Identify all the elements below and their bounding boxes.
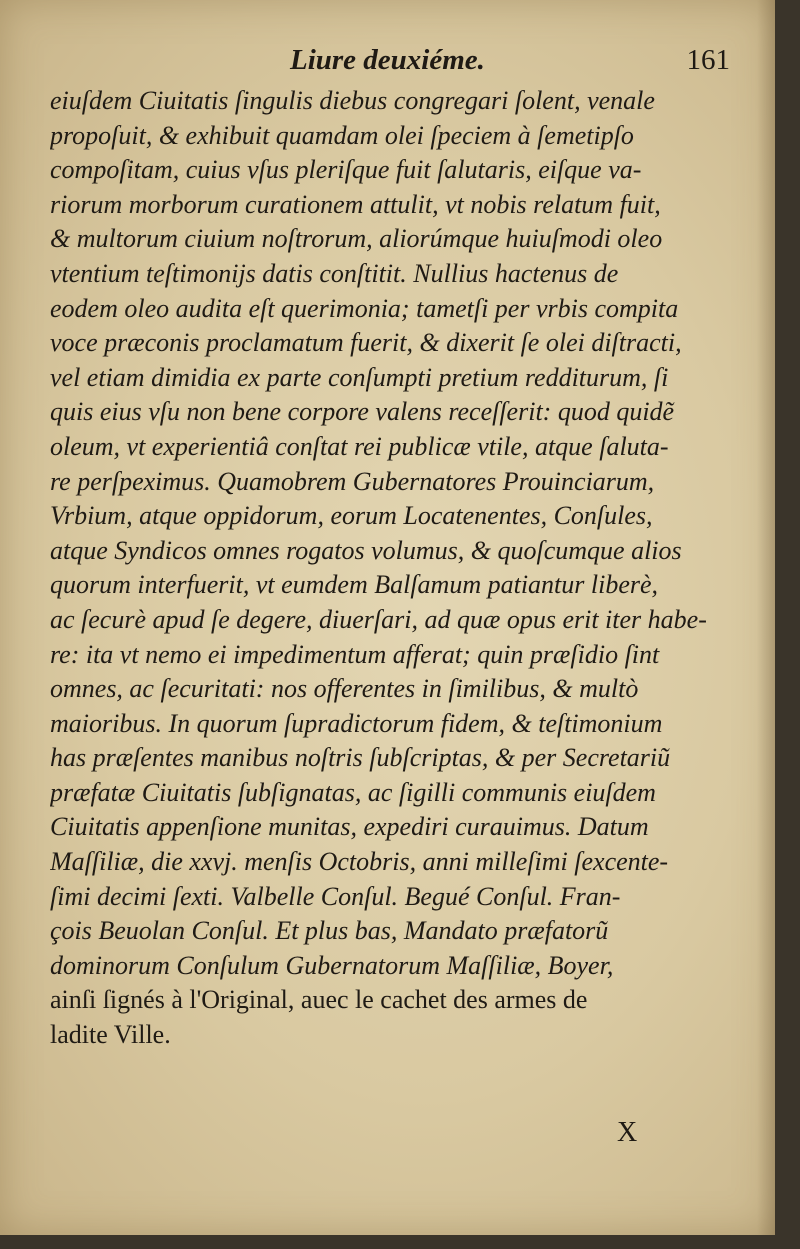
text-line: has præſentes manibus noſtris ſubſcriptas, & per Secretariũ <box>50 743 671 773</box>
running-head <box>60 44 730 84</box>
page-number: 161 <box>686 44 730 76</box>
text-line: Ciuitatis appenſione munitas, expediri curauimus. Datum <box>50 812 649 842</box>
text-line: eiuſdem Ciuitatis ſingulis diebus congregari ſolent, venale <box>50 86 655 115</box>
text-line: eodem oleo audita eſt querimonia; tametſi per vrbis compita <box>50 293 679 323</box>
text-line: ac ſecurè apud ſe degere, diuerſari, ad quæ opus erit iter habe- <box>50 604 707 634</box>
text-line: voce præconis proclamatum fuerit, & dixerit ſe olei diſtracti, <box>50 328 682 358</box>
text-line: ainſi ſignés à l'Original, auec le cachet des armes de <box>50 985 588 1015</box>
text-line: maioribus. In quorum ſupradictorum fidem, & teſtimonium <box>50 708 663 738</box>
text-line: Vrbium, atque oppidorum, eorum Locatenentes, Conſules, <box>50 501 653 531</box>
text-line: çois Beuolan Conſul. Et plus bas, Mandato præfatorũ <box>50 916 609 946</box>
text-line: & multorum ciuium noſtrorum, aliorúmque huiuſmodi oleo <box>50 224 663 254</box>
body-text <box>50 84 730 1053</box>
text-line: dominorum Conſulum Gubernatorum Maſſiliæ, Boyer, <box>50 950 614 980</box>
text-line: quorum interfuerit, vt eumdem Balſamum patiantur liberè, <box>50 570 659 600</box>
text-line: atque Syndicos omnes rogatos volumus, & quoſcumque alios <box>50 535 682 565</box>
text-line: riorum morborum curationem attulit, vt nobis relatum fuit, <box>50 189 661 219</box>
text-line: vel etiam dimidia ex parte conſumpti pretium redditurum, ſi <box>50 362 669 392</box>
text-line: quis eius vſu non bene corpore valens receſſerit: quod quidẽ <box>50 397 675 427</box>
text-line: ladite Ville. <box>50 1020 171 1050</box>
text-line: oleum, vt experientiâ conſtat rei publicæ vtile, atque ſaluta- <box>50 431 669 461</box>
text-line: ſimi decimi ſexti. Valbelle Conſul. Begué Conſul. Fran- <box>50 881 621 911</box>
text-line: vtentium teſtimonijs datis conſtitit. Nullius hactenus de <box>50 258 619 288</box>
text-line: omnes, ac ſecuritati: nos offerentes in ſimilibus, & multò <box>50 674 639 704</box>
text-line: Maſſiliæ, die xxvj. menſis Octobris, anni milleſimi ſexcente- <box>50 847 669 877</box>
signature-mark: X <box>617 1117 638 1148</box>
text-line: compoſitam, cuius vſus pleriſque fuit ſalutaris, eiſque va- <box>50 155 642 185</box>
text-line: re: ita vt nemo ei impedimentum afferat; quin præſidio ſint <box>50 639 660 669</box>
text-line: præfatæ Ciuitatis ſubſignatas, ac ſigilli communis eiuſdem <box>50 777 656 807</box>
running-head-title: Liure deuxiéme. <box>290 44 485 76</box>
text-line: re perſpeximus. Quamobrem Gubernatores Prouinciarum, <box>50 466 655 496</box>
text-line: propoſuit, & exhibuit quamdam olei ſpeciem à ſemetipſo <box>50 120 634 150</box>
